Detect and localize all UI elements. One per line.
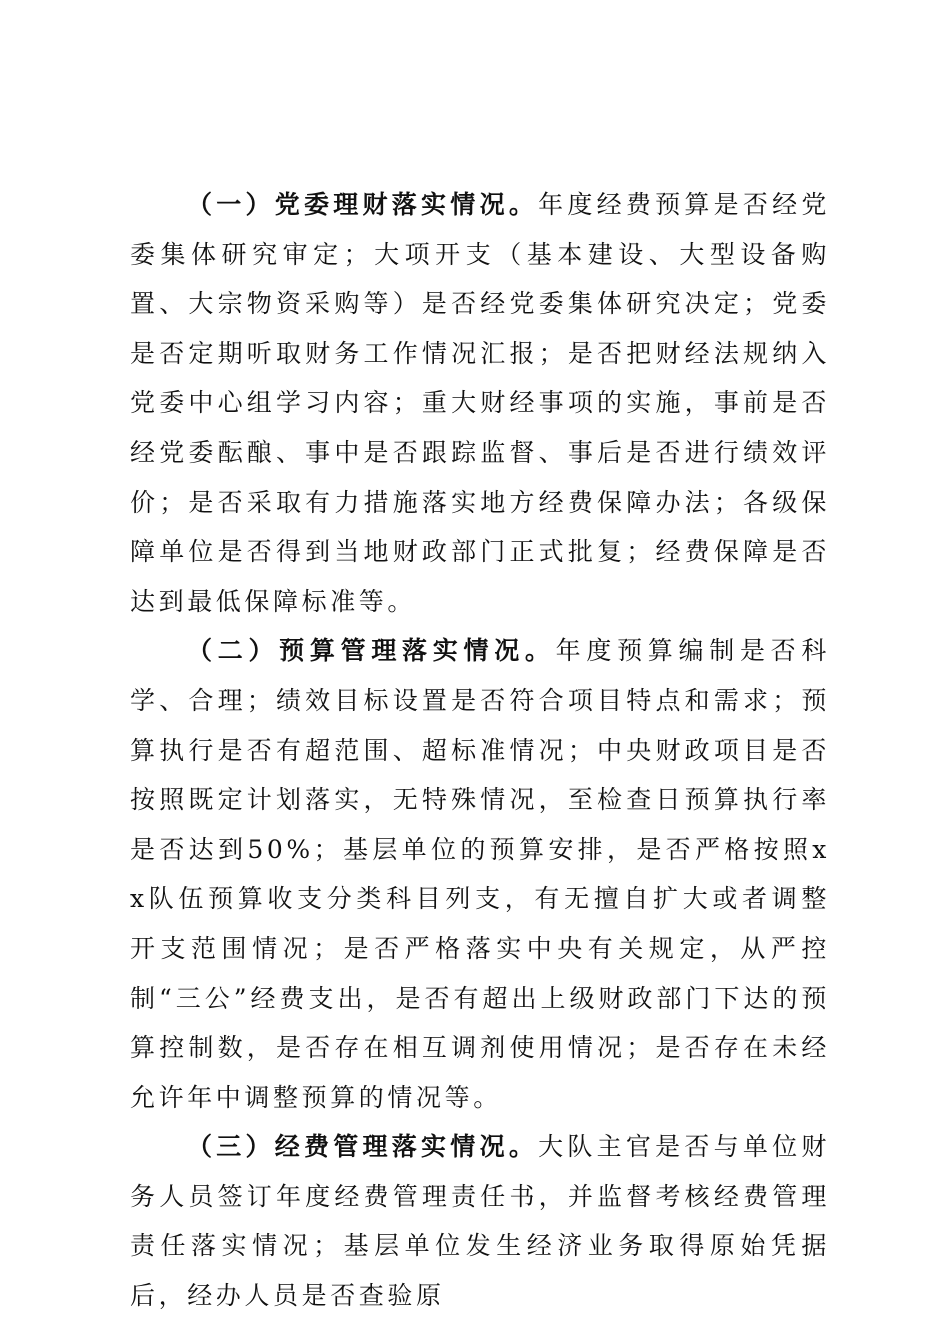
section-3-body: 大队主官是否与单位财务人员签订年度经费管理责任书，并监督考核经费管理责任落实情况；基层单位发生经济业务取得原始凭据后，经办人员是否查验原 <box>130 1132 830 1311</box>
section-3-heading: （三）经费管理落实情况。 <box>187 1132 539 1162</box>
section-2-body: 年度预算编制是否科学、合理；绩效目标设置是否符合项目特点和需求；预算执行是否有超范围、超标准情况；中央财政项目是否按照既定计划落实，无特殊情况，至检查日预算执行率是否达到50%；基层单位的预算安排，是否严格按照xx队伍预算收支分类科目列支，有无擅自扩大或者调整开支范围情况；是否严格落实中央有关规定，从严控制“三公”经费支出，是否有超出上级财政部门下达的预算控制数，是否存在相互调剂使用情况；是否存在未经允许年中调整预算的情况等。 <box>130 636 830 1112</box>
section-1-heading: （一）党委理财落实情况。 <box>187 190 539 219</box>
section-1 <box>130 180 830 626</box>
section-3 <box>130 1122 830 1320</box>
section-2 <box>130 626 830 1122</box>
section-1-body: 年度经费预算是否经党委集体研究审定；大项开支（基本建设、大型设备购置、大宗物资采购等）是否经党委集体研究决定；党委是否定期听取财务工作情况汇报；是否把财经法规纳入党委中心组学习内容；重大财经事项的实施，事前是否经党委酝酿、事中是否跟踪监督、事后是否进行绩效评价；是否采取有力措施落实地方经费保障办法；各级保障单位是否得到当地财政部门正式批复；经费保障是否达到最低保障标准等。 <box>130 190 830 616</box>
section-2-heading: （二）预算管理落实情况。 <box>187 636 556 666</box>
document-body <box>130 180 830 1321</box>
